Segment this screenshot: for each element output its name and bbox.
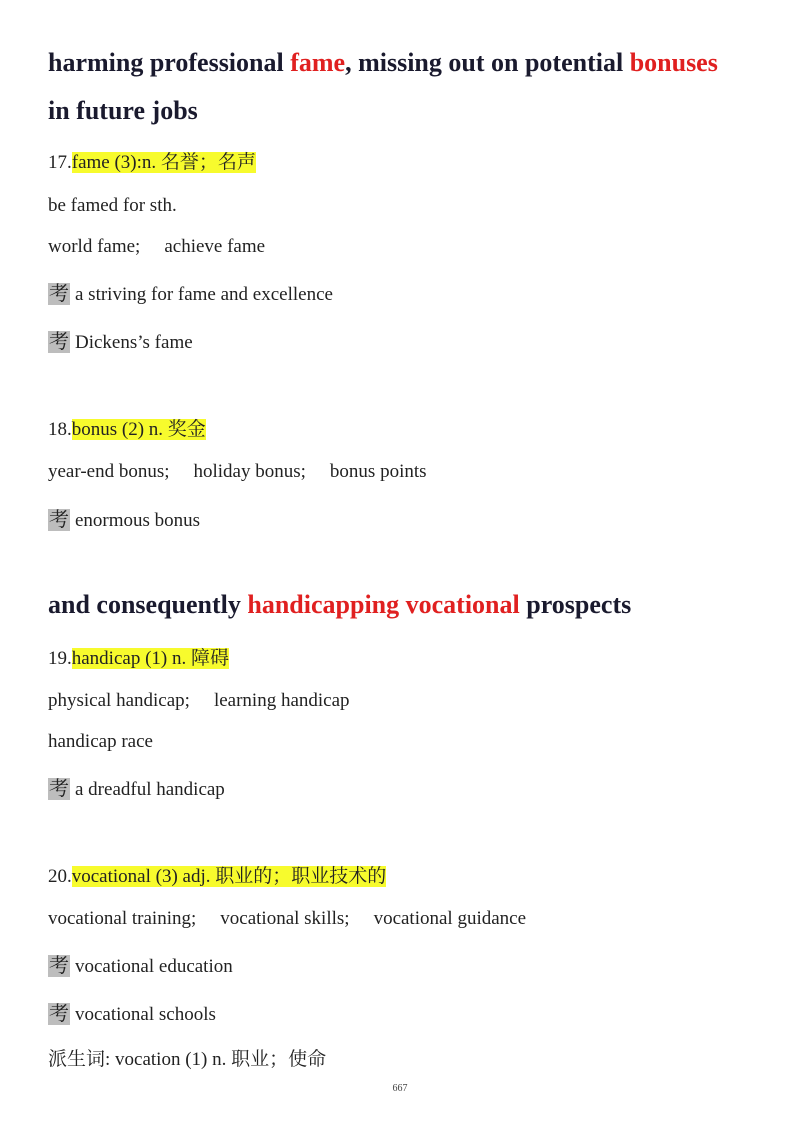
- entry-number: 17.: [48, 152, 72, 173]
- exam-line: [48, 325, 193, 354]
- exam-line: [48, 772, 225, 801]
- exam-phrase: vocational schools: [75, 1004, 216, 1025]
- entry-headword: bonus (2) n. 奖金: [71, 419, 206, 440]
- heading-text: harming professional: [48, 48, 291, 77]
- example-line: handicap race: [48, 731, 153, 752]
- heading-text: prospects: [519, 590, 632, 619]
- page-number: 667: [392, 1083, 408, 1094]
- entry-headword: fame (3):n. 名誉；名声: [71, 152, 256, 173]
- exam-phrase: a dreadful handicap: [75, 779, 225, 800]
- phrase: bonus points: [329, 461, 427, 482]
- entry-17-title: [48, 147, 256, 174]
- phrase-line: [48, 908, 526, 930]
- exam-mark-icon: 考: [49, 283, 69, 305]
- section-heading-1-line2: in future jobs: [48, 96, 198, 125]
- phrase: vocational training;: [48, 908, 197, 929]
- exam-mark-icon: 考: [49, 509, 69, 531]
- phrase-line: [48, 236, 265, 258]
- exam-phrase: vocational education: [75, 956, 233, 977]
- entry-number: 18.: [48, 419, 72, 440]
- phrase-line: [48, 461, 427, 483]
- derived-word-line: 派生词: vocation (1) n. 职业；使命: [48, 1049, 327, 1070]
- phrase: vocational guidance: [373, 908, 527, 929]
- entry-headword: vocational (3) adj. 职业的；职业技术的: [71, 866, 387, 887]
- entry-20-title: [48, 861, 386, 888]
- keyword-handicapping-vocational: handicapping vocational: [247, 590, 520, 619]
- section-heading-2: [48, 590, 631, 620]
- entry-19-title: [48, 643, 229, 670]
- exam-mark-icon: 考: [49, 955, 69, 977]
- exam-mark-icon: 考: [49, 331, 69, 353]
- heading-text: and consequently: [48, 590, 248, 619]
- entry-18-title: [48, 414, 206, 441]
- exam-mark-icon: 考: [49, 1003, 69, 1025]
- exam-phrase: a striving for fame and excellence: [75, 284, 333, 305]
- exam-line: [48, 949, 233, 978]
- phrase: physical handicap;: [48, 690, 190, 711]
- phrase: holiday bonus;: [193, 461, 306, 482]
- exam-mark-icon: 考: [49, 778, 69, 800]
- phrase: vocational skills;: [220, 908, 350, 929]
- phrase-line: [48, 690, 350, 712]
- heading-text: , missing out on potential: [345, 48, 630, 77]
- entry-number: 19.: [48, 648, 72, 669]
- phrase: world fame;: [48, 236, 141, 257]
- keyword-bonuses: bonuses: [629, 48, 718, 77]
- phrase: learning handicap: [213, 690, 350, 711]
- phrase: achieve fame: [164, 236, 266, 257]
- exam-line: [48, 277, 333, 306]
- phrase: year-end bonus;: [48, 461, 170, 482]
- entry-headword: handicap (1) n. 障碍: [71, 648, 229, 669]
- example-line: be famed for sth.: [48, 195, 177, 216]
- exam-line: [48, 503, 200, 532]
- exam-phrase: enormous bonus: [75, 510, 201, 531]
- exam-line: [48, 997, 216, 1026]
- section-heading-1: [48, 48, 718, 78]
- keyword-fame: fame: [290, 48, 346, 77]
- exam-phrase: Dickens’s fame: [75, 332, 193, 353]
- entry-number: 20.: [48, 866, 72, 887]
